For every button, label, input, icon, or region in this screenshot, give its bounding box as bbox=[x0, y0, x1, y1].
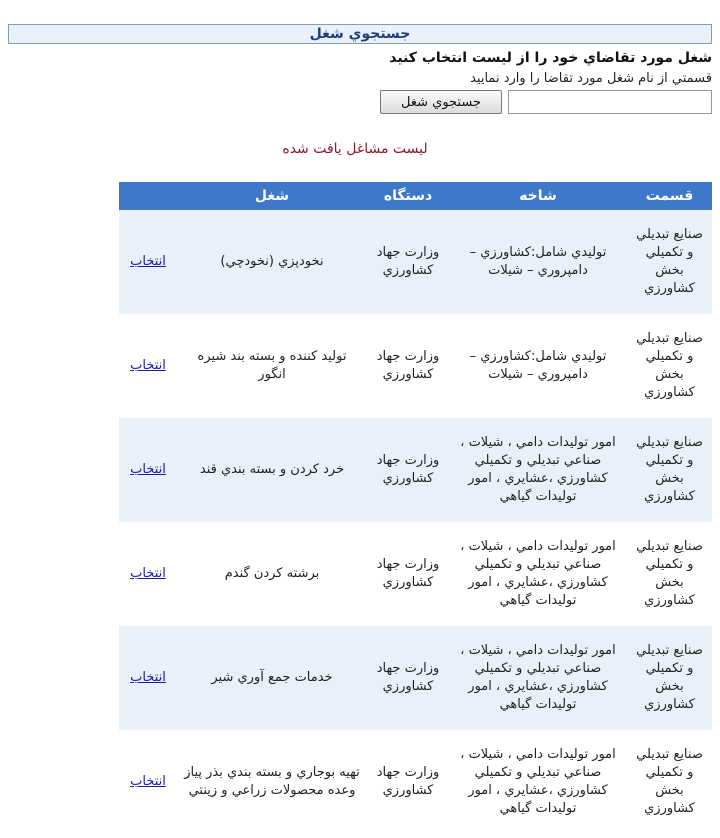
select-link[interactable]: انتخاب bbox=[130, 670, 166, 685]
cell-organization: وزارت جهاد كشاورزي bbox=[367, 730, 449, 834]
cell-select bbox=[119, 210, 177, 314]
cell-organization: وزارت جهاد كشاورزي bbox=[367, 418, 449, 522]
cell-job: نخودپزي (نخودچي) bbox=[177, 210, 367, 314]
cell-branch: امور توليدات دامي ، شيلات ، صناعي تبديلي و تكميلي كشاورزي ،عشايري ، امور توليدات گياهي bbox=[449, 626, 627, 730]
cell-section: صنايع تبديلي و تكميلي بخش كشاورزي bbox=[627, 626, 712, 730]
cell-section: صنايع تبديلي و تكميلي بخش كشاورزي bbox=[627, 730, 712, 834]
cell-branch: امور توليدات دامي ، شيلات ، صناعي تبديلي و تكميلي كشاورزي ،عشايري ، امور توليدات گياهي bbox=[449, 522, 627, 626]
table-row bbox=[119, 314, 712, 418]
cell-branch: امور توليدات دامي ، شيلات ، صناعي تبديلي و تكميلي كشاورزي ،عشايري ، امور توليدات گياهي bbox=[449, 418, 627, 522]
column-header-select bbox=[119, 182, 177, 210]
select-link[interactable]: انتخاب bbox=[130, 358, 166, 373]
cell-job: خرد كردن و بسته بندي قند bbox=[177, 418, 367, 522]
cell-select bbox=[119, 522, 177, 626]
column-header-branch: شاخه bbox=[449, 182, 627, 210]
column-header-job: شغل bbox=[177, 182, 367, 210]
cell-organization: وزارت جهاد كشاورزي bbox=[367, 626, 449, 730]
cell-organization: وزارت جهاد كشاورزي bbox=[367, 522, 449, 626]
table-row bbox=[119, 418, 712, 522]
table-row bbox=[119, 522, 712, 626]
cell-select bbox=[119, 730, 177, 834]
cell-select bbox=[119, 626, 177, 730]
cell-section: صنايع تبديلي و تكميلي بخش كشاورزي bbox=[627, 418, 712, 522]
cell-job: تهيه بوجاري و بسته بندي بذر پياز وعده محصولات زراعي و زينتي bbox=[177, 730, 367, 834]
cell-job: خدمات جمع آوري شير bbox=[177, 626, 367, 730]
page-header: جستجوي شغل bbox=[8, 24, 712, 44]
cell-section: صنايع تبديلي و تكميلي بخش كشاورزي bbox=[627, 314, 712, 418]
cell-select bbox=[119, 418, 177, 522]
search-button[interactable]: جستجوي شغل bbox=[380, 90, 502, 114]
cell-branch: توليدي شامل:كشاورزي – دامپروري – شيلات bbox=[449, 210, 627, 314]
cell-job: توليد كننده و بسته بند شيره انگور bbox=[177, 314, 367, 418]
table-row bbox=[119, 210, 712, 314]
table-header-row bbox=[119, 182, 712, 210]
cell-section: صنايع تبديلي و تكميلي بخش كشاورزي bbox=[627, 522, 712, 626]
column-header-section: قسمت bbox=[627, 182, 712, 210]
select-link[interactable]: انتخاب bbox=[130, 774, 166, 789]
cell-organization: وزارت جهاد كشاورزي bbox=[367, 314, 449, 418]
cell-job: برشته كردن گندم bbox=[177, 522, 367, 626]
search-input[interactable] bbox=[508, 90, 712, 114]
select-link[interactable]: انتخاب bbox=[130, 254, 166, 269]
select-link[interactable]: انتخاب bbox=[130, 566, 166, 581]
select-link[interactable]: انتخاب bbox=[130, 462, 166, 477]
cell-branch: امور توليدات دامي ، شيلات ، صناعي تبديلي و تكميلي كشاورزي ،عشايري ، امور توليدات گياهي bbox=[449, 730, 627, 834]
search-hint: قسمتي از نام شغل مورد تقاضا را وارد نماييد bbox=[470, 71, 712, 86]
cell-select bbox=[119, 314, 177, 418]
cell-organization: وزارت جهاد كشاورزي bbox=[367, 210, 449, 314]
table-row bbox=[119, 626, 712, 730]
table-row bbox=[119, 730, 712, 834]
results-title: ليست مشاغل يافت شده bbox=[282, 141, 428, 157]
column-header-organization: دستگاه bbox=[367, 182, 449, 210]
cell-section: صنايع تبديلي و تكميلي بخش كشاورزي bbox=[627, 210, 712, 314]
instruction-text: شغل مورد تقاضاي خود را از ليست انتخاب كنيد bbox=[389, 50, 712, 66]
cell-branch: توليدي شامل:كشاورزي – دامپروري – شيلات bbox=[449, 314, 627, 418]
jobs-table bbox=[119, 182, 712, 834]
